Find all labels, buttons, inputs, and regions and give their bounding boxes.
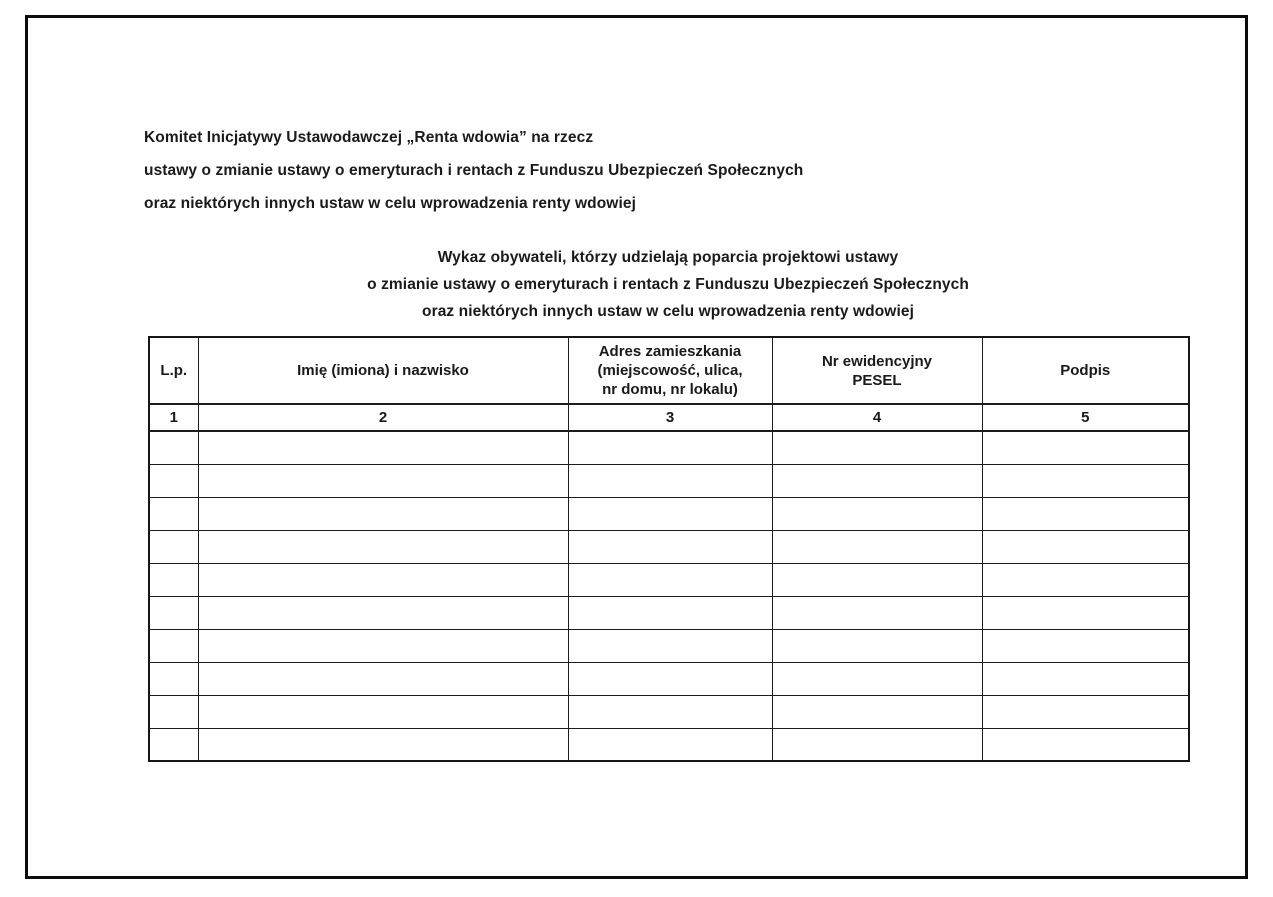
empty-cell: [198, 695, 568, 728]
empty-cell: [568, 695, 772, 728]
empty-cell: [772, 563, 982, 596]
empty-cell: [568, 563, 772, 596]
empty-cell: [198, 728, 568, 761]
column-number-5: 5: [982, 404, 1189, 431]
empty-cell: [982, 563, 1189, 596]
empty-cell: [568, 431, 772, 464]
column-number-4: 4: [772, 404, 982, 431]
table-header-row: [149, 337, 1189, 404]
empty-cell: [982, 464, 1189, 497]
empty-cell: [982, 596, 1189, 629]
table-row-7: [149, 629, 1189, 662]
empty-cell: [198, 530, 568, 563]
empty-cell: [198, 464, 568, 497]
empty-cell: [198, 431, 568, 464]
empty-cell: [772, 662, 982, 695]
column-header-lp: [149, 337, 198, 404]
empty-cell: [568, 728, 772, 761]
column-number-1: 1: [149, 404, 198, 431]
column-header-name: [198, 337, 568, 404]
column-number-3: 3: [568, 404, 772, 431]
committee-header-line: Komitet Inicjatywy Ustawodawczej „Renta wdowia” na rzecz: [144, 129, 594, 146]
empty-cell: [982, 431, 1189, 464]
empty-cell: [149, 464, 198, 497]
empty-cell: [149, 431, 198, 464]
column-header-address: [568, 337, 772, 404]
empty-cell: [982, 530, 1189, 563]
column-header-label: (miejscowość, ulica,: [597, 362, 743, 379]
empty-cell: [982, 629, 1189, 662]
column-header-label: Podpis: [1060, 362, 1111, 379]
column-header-signature: [982, 337, 1189, 404]
table-row-5: [149, 563, 1189, 596]
committee-header-line: oraz niektórych innych ustaw w celu wprowadzenia renty wdowiej: [144, 195, 636, 212]
empty-cell: [982, 728, 1189, 761]
column-header-label: L.p.: [160, 362, 188, 379]
column-header-label: PESEL: [852, 371, 902, 389]
empty-cell: [198, 596, 568, 629]
empty-cell: [149, 530, 198, 563]
empty-cell: [198, 662, 568, 695]
committee-header: [144, 121, 803, 220]
empty-cell: [568, 530, 772, 563]
table-row-4: [149, 530, 1189, 563]
table-row-6: [149, 596, 1189, 629]
empty-cell: [568, 662, 772, 695]
table-row-8: [149, 662, 1189, 695]
empty-cell: [149, 596, 198, 629]
committee-header-line: ustawy o zmianie ustawy o emeryturach i rentach z Funduszu Ubezpieczeń Społecznych: [144, 162, 804, 179]
page-border: [25, 15, 1248, 879]
column-header-label: Imię (imiona) i nazwisko: [297, 362, 469, 379]
empty-cell: [149, 563, 198, 596]
column-number-2: 2: [198, 404, 568, 431]
empty-cell: [198, 629, 568, 662]
form-title: [28, 244, 1273, 325]
table-body: [149, 431, 1189, 761]
empty-cell: [568, 629, 772, 662]
empty-cell: [772, 728, 982, 761]
empty-cell: [149, 629, 198, 662]
empty-cell: [149, 497, 198, 530]
column-header-label: Adres zamieszkania: [598, 343, 742, 360]
empty-cell: [198, 563, 568, 596]
empty-cell: [772, 596, 982, 629]
form-title-line: o zmianie ustawy o emeryturach i rentach z Funduszu Ubezpieczeń Społecznych: [367, 276, 969, 293]
empty-cell: [149, 662, 198, 695]
empty-cell: [772, 530, 982, 563]
table-row-9: [149, 695, 1189, 728]
empty-cell: [982, 695, 1189, 728]
column-header-label: nr domu, nr lokalu): [602, 381, 738, 398]
empty-cell: [772, 497, 982, 530]
empty-cell: [982, 662, 1189, 695]
form-title-line: oraz niektórych innych ustaw w celu wprowadzenia renty wdowiej: [422, 303, 914, 320]
empty-cell: [772, 464, 982, 497]
empty-cell: [198, 497, 568, 530]
empty-cell: [568, 596, 772, 629]
table-row-1: [149, 431, 1189, 464]
column-header-pesel: [772, 337, 982, 404]
empty-cell: [772, 629, 982, 662]
form-title-line: Wykaz obywateli, którzy udzielają poparcia projektowi ustawy: [437, 249, 899, 266]
table-row-2: [149, 464, 1189, 497]
empty-cell: [772, 431, 982, 464]
column-number-row: [149, 404, 1189, 431]
empty-cell: [982, 497, 1189, 530]
empty-cell: [568, 497, 772, 530]
column-header-label: Nr ewidencyjny: [821, 352, 933, 370]
signature-table: [148, 336, 1190, 762]
empty-cell: [149, 728, 198, 761]
empty-cell: [568, 464, 772, 497]
table-row-3: [149, 497, 1189, 530]
empty-cell: [149, 695, 198, 728]
empty-cell: [772, 695, 982, 728]
table-row-10: [149, 728, 1189, 761]
table-head: [149, 337, 1189, 431]
